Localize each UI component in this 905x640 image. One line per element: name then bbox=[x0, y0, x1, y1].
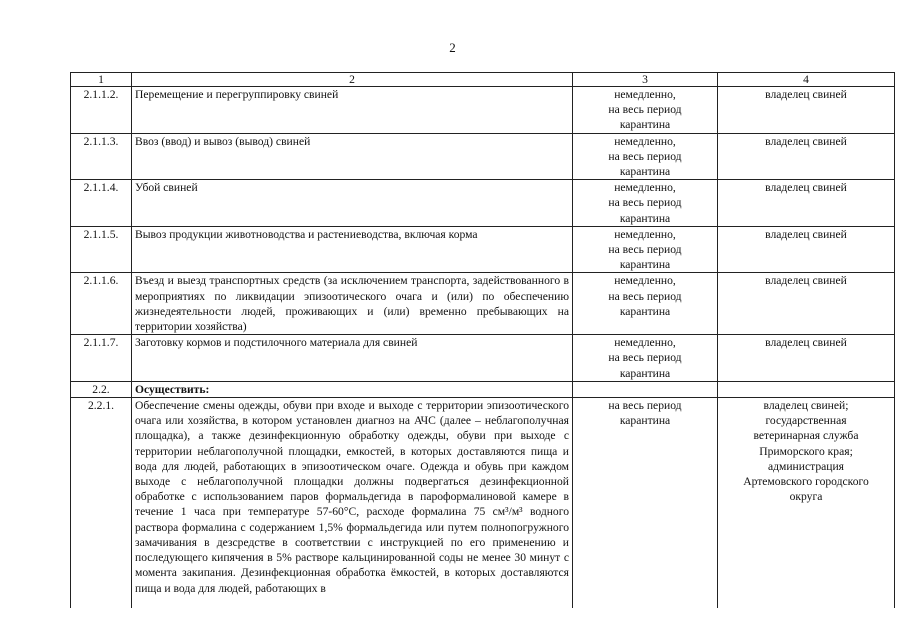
row-number: 2.1.1.2. bbox=[71, 87, 132, 134]
row-number: 2.1.1.7. bbox=[71, 335, 132, 382]
row-measure: Убой свиней bbox=[132, 180, 573, 227]
row-responsible: владелец свиней bbox=[718, 273, 895, 335]
row-measure-text: Обеспечение смены одежды, обуви при входе и выходе с территории эпизоотического очага или хозяйства, в котором установлен диагноз на АЧС (далее – неблагополучная площадка), а также дезинфекционную обработку одежды, обуви при выходе с территории неблагополучной площадки, емкостей, в которых доставляются пища и вода для людей, работающих в эпизоотическом очаге. Одежда и обувь при каждом выходе с неблагополучной площадки должны подвергаться дезинфекционной обработке с использованием паров формальдегида в пароформалиновой камере в течение 1 часа при температуре 57-60°С, расходе формалина 75 см³/м³ водного раствора формалина с содержанием 1,5% формальдегида или путем полнопогружного замачивания в дезсредстве в соответствии с инструкцией по его применению и последующего кипячения в 5% растворе кальцинированной соды не менее 30 минут с момента закипания. Дезинфекционная обработка ёмкостей, в которых доставляются пища и вода для людей, работающих в bbox=[135, 399, 569, 595]
row-measure: Заготовку кормов и подстилочного материала для свиней bbox=[132, 335, 573, 382]
row-number: 2.1.1.3. bbox=[71, 133, 132, 180]
row-measure: Въезд и выезд транспортных средств (за исключением транспорта, задействованного в мероприятиях по ликвидации эпизоотического очага и (или) по обеспечению жизнедеятельности людей, проживающих и (или) временно пребывающих на территории хозяйства) bbox=[132, 273, 573, 335]
row-deadline: немедленно, на весь период карантина bbox=[573, 133, 718, 180]
measures-table bbox=[70, 72, 895, 608]
row-deadline: немедленно, на весь период карантина bbox=[573, 273, 718, 335]
header-col-2: 2 bbox=[132, 73, 573, 87]
row-responsible: владелец свиней bbox=[718, 226, 895, 273]
table-row bbox=[71, 226, 895, 273]
section-number: 2.2. bbox=[71, 381, 132, 397]
table-row bbox=[71, 87, 895, 134]
table-row bbox=[71, 180, 895, 227]
header-col-4: 4 bbox=[718, 73, 895, 87]
row-deadline: немедленно, на весь период карантина bbox=[573, 180, 718, 227]
row-responsible: владелец свиней bbox=[718, 87, 895, 134]
table-header-row bbox=[71, 73, 895, 87]
row-deadline: на весь период карантина bbox=[573, 398, 718, 609]
row-number: 2.1.1.5. bbox=[71, 226, 132, 273]
row-number: 2.1.1.4. bbox=[71, 180, 132, 227]
table-row bbox=[71, 273, 895, 335]
row-number: 2.2.1. bbox=[71, 398, 132, 609]
section-empty-cell bbox=[718, 381, 895, 397]
row-responsible: владелец свиней; государственная ветеринарная служба Приморского края; администрация Артемовского городского округа bbox=[718, 398, 895, 609]
section-title: Осуществить: bbox=[132, 381, 573, 397]
section-row bbox=[71, 381, 895, 397]
row-measure: Ввоз (ввод) и вывоз (вывод) свиней bbox=[132, 133, 573, 180]
table-row bbox=[71, 335, 895, 382]
row-measure: Перемещение и перегруппировку свиней bbox=[132, 87, 573, 134]
row-measure: Вывоз продукции животноводства и растениеводства, включая корма bbox=[132, 226, 573, 273]
table-row bbox=[71, 398, 895, 609]
row-deadline: немедленно, на весь период карантина bbox=[573, 226, 718, 273]
header-col-1: 1 bbox=[71, 73, 132, 87]
table-row bbox=[71, 133, 895, 180]
row-deadline: немедленно, на весь период карантина bbox=[573, 87, 718, 134]
row-responsible: владелец свиней bbox=[718, 180, 895, 227]
row-deadline: немедленно, на весь период карантина bbox=[573, 335, 718, 382]
row-number: 2.1.1.6. bbox=[71, 273, 132, 335]
header-col-3: 3 bbox=[573, 73, 718, 87]
row-responsible: владелец свиней bbox=[718, 335, 895, 382]
row-measure bbox=[132, 398, 573, 609]
page-number: 2 bbox=[449, 40, 456, 55]
row-responsible: владелец свиней bbox=[718, 133, 895, 180]
section-empty-cell bbox=[573, 381, 718, 397]
